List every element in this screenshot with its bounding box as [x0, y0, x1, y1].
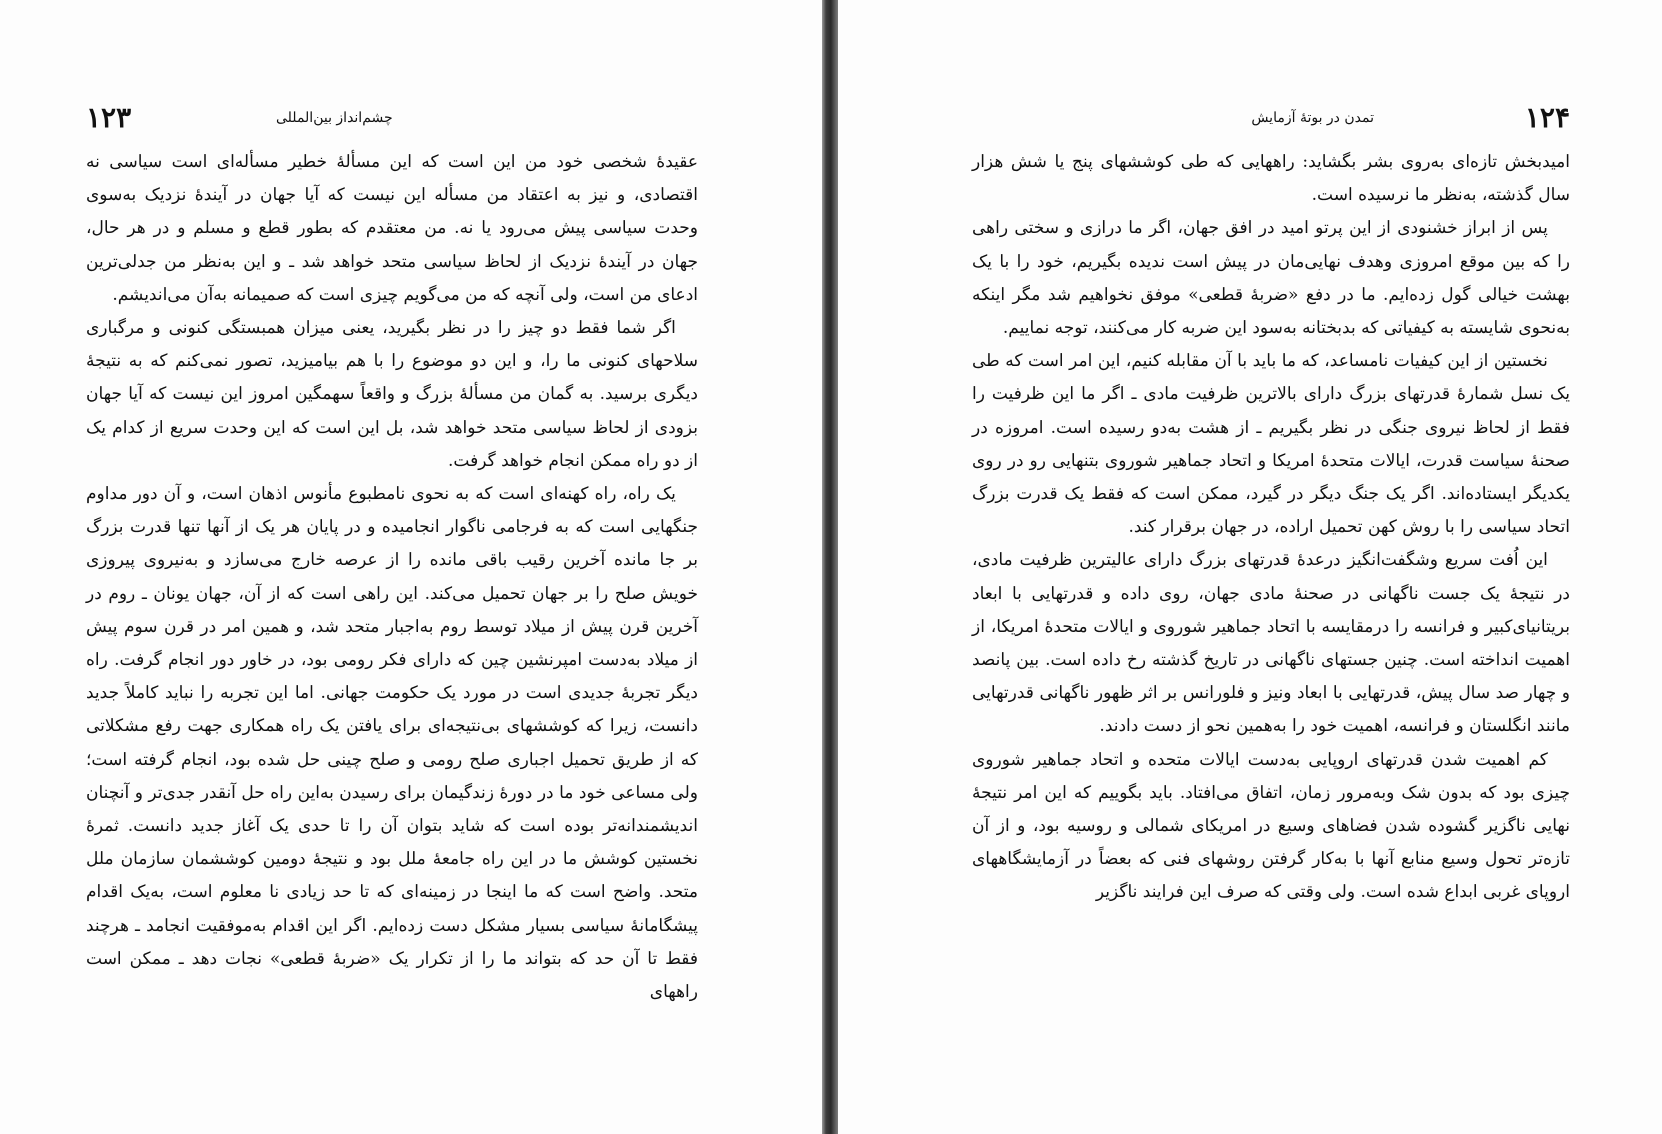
left-page	[0, 0, 822, 1134]
right-page-body	[972, 146, 1570, 910]
left-page-body	[86, 146, 698, 1009]
paragraph: این اُفت سریع وشگفت‌انگیز درعدهٔ قدرتهای بزرگ دارای عالیترین ظرفیت مادی، در نتیجهٔ یک جست ناگهانی در صحنهٔ مادی جهان، روی داده و قدرتهایی با ابعاد بریتانیای‌کبیر و فرانسه را درمقایسه با اتحاد جماهیر شوروی و ایالات متحدهٔ امریکا، از اهمیت انداخته است. چنین جستهای ناگهانی در تاریخ گذشته رخ داده است. بین پانصد و چهار صد سال پیش، قدرتهایی با ابعاد ونیز و فلورانس بر اثر ظهور ناگهانی قدرتهایی مانند انگلستان و فرانسه، اهمیت خود را به‌همین نحو از دست دادند.	[972, 550, 1570, 737]
right-page-header	[972, 100, 1570, 136]
left-page-header	[86, 100, 698, 136]
right-page	[838, 0, 1662, 1134]
paragraph: عقیدهٔ شخصی خود من این است که این مسألهٔ خطیر مسأله‌ای است سیاسی نه اقتصادی، و نیز به اعتقاد من مسأله این نیست که آیا جهان در آیندهٔ نزدیک به‌سوی وحدت سیاسی پیش می‌رود یا نه. من معتقدم که بطور قطع و مسلم و در هر حال، جهان در آیندهٔ نزدیک از لحاظ سیاسی متحد خواهد شد ـ و این به‌نظر من جدلی‌ترین ادعای من است، ولی آنچه که من می‌گویم چیزی است که صمیمانه به‌آن می‌اندیشم.	[86, 152, 698, 305]
paragraph: نخستین از این کیفیات نامساعد، که ما باید با آن مقابله کنیم، این امر است که طی یک نسل شمارهٔ قدرتهای بزرگ دارای بالاترین ظرفیت مادی ـ اگر ما این ظرفیت را فقط از لحاظ نیروی جنگی در نظر بگیریم ـ از هشت به‌دو رسیده است. امروزه در صحنهٔ سیاست قدرت، ایالات متحدهٔ امریکا و اتحاد جماهیر شوروی بتنهایی رو در روی یکدیگر ایستاده‌اند. اگر یک جنگ دیگر در گیرد، ممکن است که فقط یک قدرت بزرگ اتحاد سیاسی را با روش کهن تحمیل اراده، در جهان برقرار کند.	[972, 351, 1570, 538]
paragraph: پس از ابراز خشنودی از این پرتو امید در افق جهان، اگر ما درازی و سختی راهی را که بین موقع امروزی وهدف نهایی‌مان در پیش است ندیده بگیریم، خود را با یک بهشت خیالی گول زده‌ایم. ما در دفع «ضربهٔ قطعی» موفق نخواهیم شد مگر اینکه به‌نحوی شایسته به کیفیاتی که بدبختانه به‌سود این ضربه کار می‌کنند، توجه نماییم.	[972, 218, 1570, 339]
paragraph: کم اهمیت شدن قدرتهای اروپایی به‌دست ایالات متحده و اتحاد جماهیر شوروی چیزی بود که بدون شک وبه‌مرور زمان، اتفاق می‌افتاد. باید بگوییم که این امر نتیجهٔ نهایی ناگزیر گشوده شدن فضاهای وسیع در امریکای شمالی و روسیه بود، و از آن تازه‌تر تحول وسیع منابع آنها با به‌کار گرفتن روشهای فنی که بعضاً در آزمایشگاههای اروپای غربی ابداع شده است. ولی وقتی که صرف این فرایند ناگزیر	[972, 749, 1570, 903]
paragraph: اگر شما فقط دو چیز را در نظر بگیرید، یعنی میزان همبستگی کنونی و مرگباری سلاحهای کنونی ما را، و این دو موضوع را با هم بیامیزید، تصور نمی‌کنم که به نتیجهٔ دیگری برسید. به گمان من مسألهٔ بزرگ و واقعاً سهمگین امروز این نیست که آیا جهان بزودی از لحاظ سیاسی متحد خواهد شد، بل این است که این وحدت سریع از کدام یک از دو راه ممکن انجام خواهد گرفت.	[86, 318, 698, 471]
left-page-number: ۱۲۳	[86, 101, 132, 134]
book-gutter	[822, 0, 838, 1134]
paragraph: امیدبخش تازه‌ای به‌روی بشر بگشاید: راههایی که طی کوششهای پنج یا شش هزار سال گذشته، به‌نظر ما نرسیده است.	[972, 152, 1570, 206]
right-page-number: ۱۲۴	[1524, 101, 1570, 134]
right-running-title: تمدن در بوتهٔ آزمایش	[1251, 110, 1374, 126]
paragraph: یک راه، راه کهنه‌ای است که به نحوی نامطبوع مأنوس اذهان است، و آن دور مداوم جنگهایی است که به فرجامی ناگوار انجامیده و در پایان هر یک از آنها تنها قدرت بزرگ بر جا مانده آخرین رقیب باقی مانده را از عرصه خارج می‌سازد و به‌نیروی پیروزی خویش صلح را بر جهان تحمیل می‌کند. این راهی است که از آن، جهان یونان ـ روم در آخرین قرن پیش از میلاد توسط روم به‌اجبار متحد شد، و همین امر در قرن سوم پیش از میلاد به‌دست امپرنشین چین که دارای فکر رومی بود، در خاور دور انجام گرفت. راه دیگر تجربهٔ جدیدی است در مورد یک حکومت جهانی. اما این تجربه را نباید کاملاً جدید دانست، زیرا که کوششهای بی‌نتیجه‌ای برای یافتن یک راه همکاری جهت رفع مشکلاتی که از طریق تحمیل اجباری صلح رومی و صلح چینی حل شده بود، انجام گرفته است؛ ولی مساعی خود ما در دورهٔ زندگیمان برای رسیدن به‌این راه حل آنقدر جدی‌تر و آنچنان اندیشمندانه‌تر بوده است که شاید بتوان آن را تا حدی یک آغاز جدید دانست. ثمرهٔ نخستین کوشش ما در این راه جامعهٔ ملل بود و نتیجهٔ دومین کوششمان سازمان ملل متحد. واضح است که ما اینجا در زمینه‌ای که تا حد زیادی نا معلوم است، به‌یک اقدام پیشگامانهٔ سیاسی بسیار مشکل دست زده‌ایم. اگر این اقدام به‌موفقیت انجامد ـ هرچند فقط تا آن حد که بتواند ما را از تکرار یک «ضربهٔ قطعی» نجات دهد ـ ممکن است راههای	[86, 484, 698, 1003]
left-running-title: چشم‌انداز بین‌المللی	[276, 110, 393, 126]
